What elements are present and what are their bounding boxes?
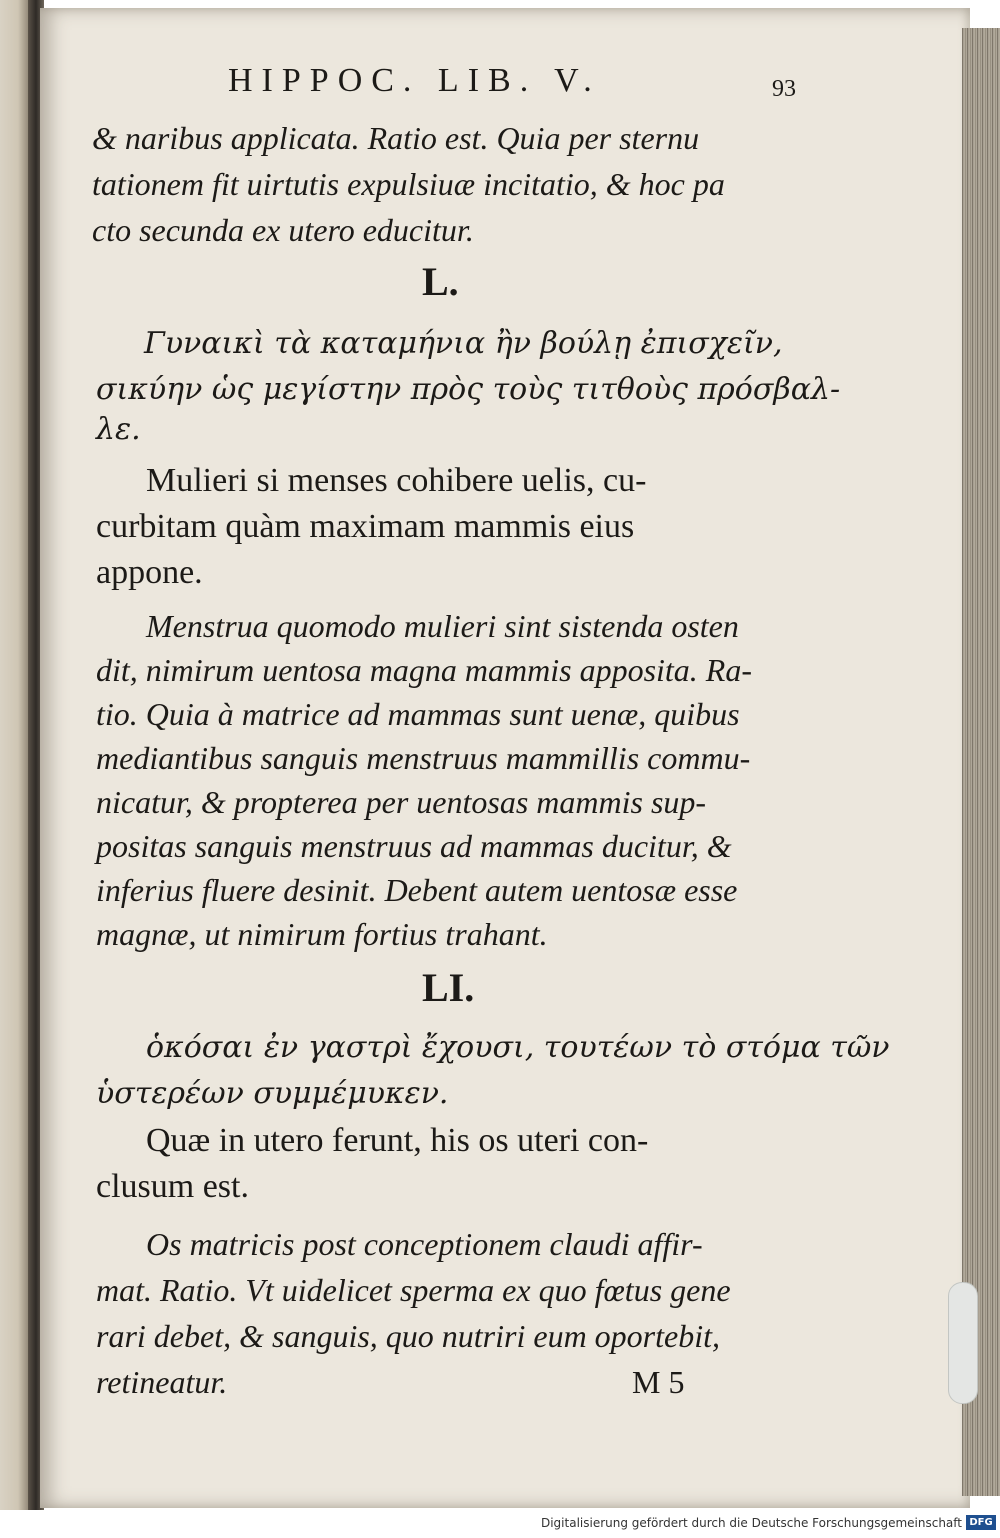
commentary-line: inferius fluere desinit. Debent autem uentosæ esse — [96, 872, 738, 908]
commentary-line: positas sanguis menstruus ad mammas ducitur, & — [96, 828, 732, 864]
page-number: 93 — [772, 76, 796, 102]
commentary-line: dit, nimirum uentosa magna mammis apposita. Ra- — [96, 652, 752, 688]
dfg-logo: DFG — [966, 1515, 996, 1530]
running-title: HIPPOC. LIB. V. — [228, 62, 601, 99]
greek-line: σικύην ὡς μεγίστην πρὸς τοὺς τιτθοὺς πρόσβαλ- — [96, 372, 841, 407]
commentary-line: magnæ, ut nimirum fortius trahant. — [96, 916, 548, 952]
commentary-line: retineatur. — [96, 1364, 228, 1400]
footer-bar — [0, 1510, 1000, 1538]
greek-line: Γυναικὶ τὰ καταμήνια ἢν βούλῃ ἐπισχεῖν, — [144, 326, 783, 361]
aphorism-line: Quæ in utero ferunt, his os uteri con- — [146, 1122, 649, 1159]
aphorism-line: curbitam quàm maximam mammis eius — [96, 508, 635, 545]
commentary-line: tio. Quia à matrice ad mammas sunt uenæ, quibus — [96, 696, 740, 732]
commentary-line: rari debet, & sanguis, quo nutriri eum oportebit, — [96, 1318, 720, 1354]
section-number: LI. — [422, 965, 475, 1010]
commentary-line: mat. Ratio. Vt uidelicet sperma ex quo fœtus gene — [96, 1272, 731, 1308]
signature-mark: M 5 — [632, 1364, 685, 1400]
text-line: cto secunda ex utero educitur. — [92, 212, 474, 248]
text-line: & naribus applicata. Ratio est. Quia per sternu — [92, 120, 700, 156]
commentary-line: Os matricis post conceptionem claudi affir- — [146, 1226, 703, 1262]
greek-line: λε. — [96, 412, 141, 447]
text-line: tationem fit uirtutis expulsiuæ incitatio, & hoc pa — [92, 166, 725, 202]
aphorism-line: Mulieri si menses cohibere uelis, cu- — [146, 462, 647, 499]
commentary-line: mediantibus sanguis menstruus mammillis commu- — [96, 740, 751, 776]
greek-line: ὑστερέων συμμέμυκεν. — [96, 1076, 449, 1111]
facing-page-edge — [0, 0, 30, 1510]
greek-line: ὁκόσαι ἐν γαστρὶ ἔχουσι, τουτέων τὸ στόμα τῶν — [146, 1030, 890, 1065]
page-clip — [948, 1282, 978, 1404]
aphorism-line: appone. — [96, 554, 203, 591]
section-number: L. — [422, 259, 459, 304]
aphorism-line: clusum est. — [96, 1168, 249, 1205]
commentary-line: nicatur, & propterea per uentosas mammis sup- — [96, 784, 707, 820]
commentary-line: Menstrua quomodo mulieri sint sistenda osten — [146, 608, 739, 644]
page-stack-edge — [962, 28, 1000, 1496]
funding-credit: Digitalisierung gefördert durch die Deutsche Forschungsgemeinschaft — [540, 1516, 962, 1530]
